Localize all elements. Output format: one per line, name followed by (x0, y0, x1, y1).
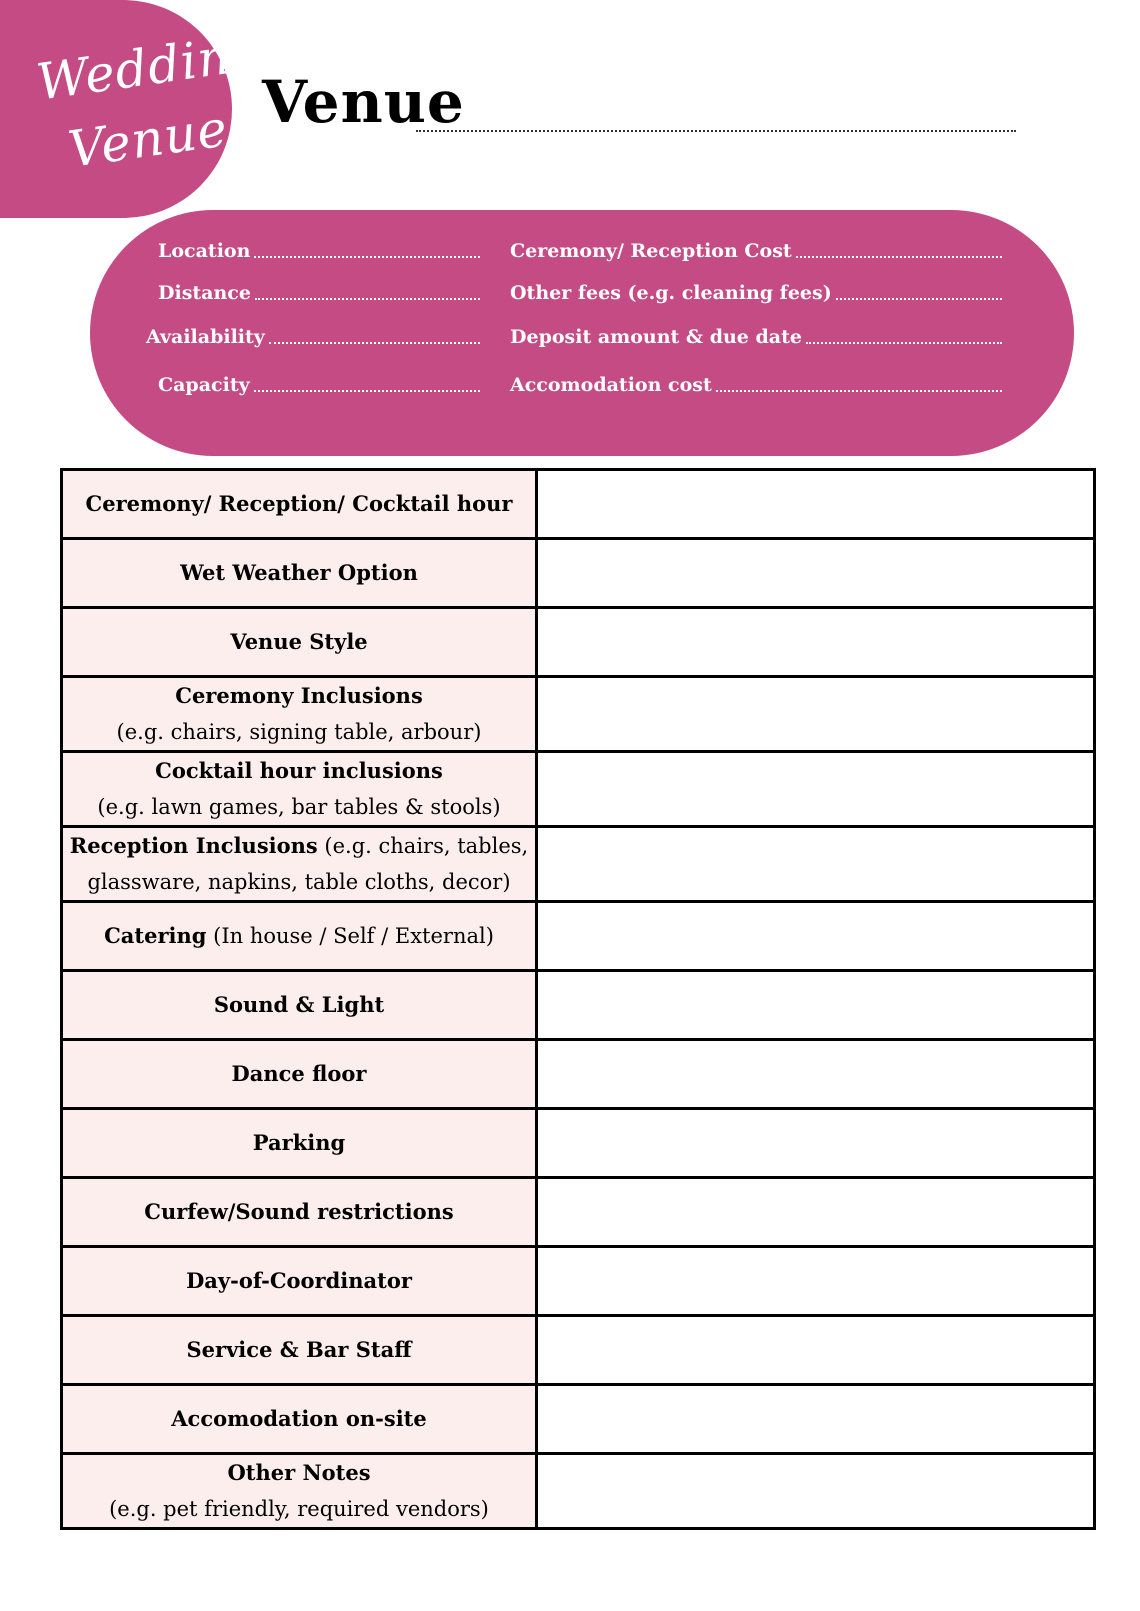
row-label (62, 470, 537, 539)
table-row (62, 677, 1095, 752)
table-row (62, 1454, 1095, 1529)
table-row (62, 1109, 1095, 1178)
venue-info-panel (90, 210, 1074, 456)
row-value-cell[interactable] (537, 1385, 1095, 1454)
table-row (62, 1385, 1095, 1454)
other-fees-label: Other fees (e.g. cleaning fees) (510, 282, 832, 304)
availability-field[interactable] (146, 326, 480, 348)
row-label-note: (e.g. pet friendly, required vendors) (109, 1497, 489, 1521)
table-row (62, 971, 1095, 1040)
row-label (62, 1454, 537, 1529)
row-label-main: Wet Weather Option (180, 560, 418, 585)
row-label (62, 752, 537, 827)
table-row (62, 902, 1095, 971)
table-row (62, 608, 1095, 677)
row-label-note: (e.g. chairs, tables, glassware, napkins, table cloths, decor) (87, 834, 529, 894)
table-row (62, 539, 1095, 608)
row-label-main: Accomodation on-site (171, 1406, 427, 1431)
row-value-cell[interactable] (537, 971, 1095, 1040)
row-label (62, 539, 537, 608)
row-value-cell[interactable] (537, 1316, 1095, 1385)
row-label-main: Ceremony Inclusions (175, 683, 423, 708)
row-label (62, 827, 537, 902)
wedding-venue-logo (0, 0, 268, 218)
availability-label: Availability (146, 326, 265, 348)
row-value-cell[interactable] (537, 902, 1095, 971)
table-row (62, 1040, 1095, 1109)
row-label-main: Cocktail hour inclusions (155, 758, 443, 783)
row-value-cell[interactable] (537, 752, 1095, 827)
table-row (62, 827, 1095, 902)
table-row (62, 1247, 1095, 1316)
ceremony-reception-cost-field[interactable] (510, 240, 1002, 262)
location-field[interactable] (158, 240, 480, 262)
row-label-main: Reception Inclusions (69, 833, 318, 858)
row-value-cell[interactable] (537, 677, 1095, 752)
accomodation-cost-label: Accomodation cost (510, 374, 712, 396)
logo-text-venue: Venue (64, 99, 232, 179)
row-label-main: Dance floor (231, 1061, 367, 1086)
row-label (62, 1247, 537, 1316)
row-label-main: Service & Bar Staff (186, 1337, 412, 1362)
accomodation-cost-field[interactable] (510, 374, 1002, 396)
venue-name-field[interactable] (416, 130, 1016, 132)
row-label (62, 971, 537, 1040)
other-fees-field[interactable] (510, 282, 1002, 304)
deposit-label: Deposit amount & due date (510, 326, 802, 348)
row-value-cell[interactable] (537, 827, 1095, 902)
row-value-cell[interactable] (537, 1178, 1095, 1247)
page-title: Venue (262, 68, 465, 136)
row-label (62, 1109, 537, 1178)
row-value-cell[interactable] (537, 1247, 1095, 1316)
row-label-main: Sound & Light (213, 992, 385, 1017)
row-label-note: (e.g. lawn games, bar tables & stools) (97, 795, 501, 819)
capacity-label: Capacity (158, 374, 250, 396)
row-label (62, 902, 537, 971)
table-row (62, 1178, 1095, 1247)
row-label-main: Curfew/Sound restrictions (144, 1199, 454, 1224)
table-row (62, 752, 1095, 827)
row-value-cell[interactable] (537, 1040, 1095, 1109)
logo-text-wedding: Wedding (33, 22, 268, 112)
row-label (62, 608, 537, 677)
row-value-cell[interactable] (537, 608, 1095, 677)
row-value-cell[interactable] (537, 470, 1095, 539)
venue-checklist-table (60, 468, 1096, 1530)
row-label (62, 1040, 537, 1109)
row-label (62, 1385, 537, 1454)
row-label (62, 1316, 537, 1385)
row-label-main: Parking (252, 1130, 346, 1155)
table-row (62, 1316, 1095, 1385)
location-label: Location (158, 240, 251, 262)
row-label-note: (e.g. chairs, signing table, arbour) (116, 720, 482, 744)
row-label-main: Other Notes (227, 1460, 371, 1485)
table-row (62, 470, 1095, 539)
row-label-main: Ceremony/ Reception/ Cocktail hour (85, 491, 513, 516)
row-label-main: Catering (104, 923, 207, 948)
distance-field[interactable] (158, 282, 480, 304)
row-value-cell[interactable] (537, 539, 1095, 608)
ceremony-reception-cost-label: Ceremony/ Reception Cost (510, 240, 792, 262)
row-label (62, 1178, 537, 1247)
distance-label: Distance (158, 282, 251, 304)
row-label-note: (In house / Self / External) (213, 924, 494, 948)
row-value-cell[interactable] (537, 1454, 1095, 1529)
row-label-main: Venue Style (230, 629, 368, 654)
row-label (62, 677, 537, 752)
row-value-cell[interactable] (537, 1109, 1095, 1178)
row-label-main: Day-of-Coordinator (186, 1268, 412, 1293)
deposit-field[interactable] (510, 326, 1002, 348)
capacity-field[interactable] (158, 374, 480, 396)
